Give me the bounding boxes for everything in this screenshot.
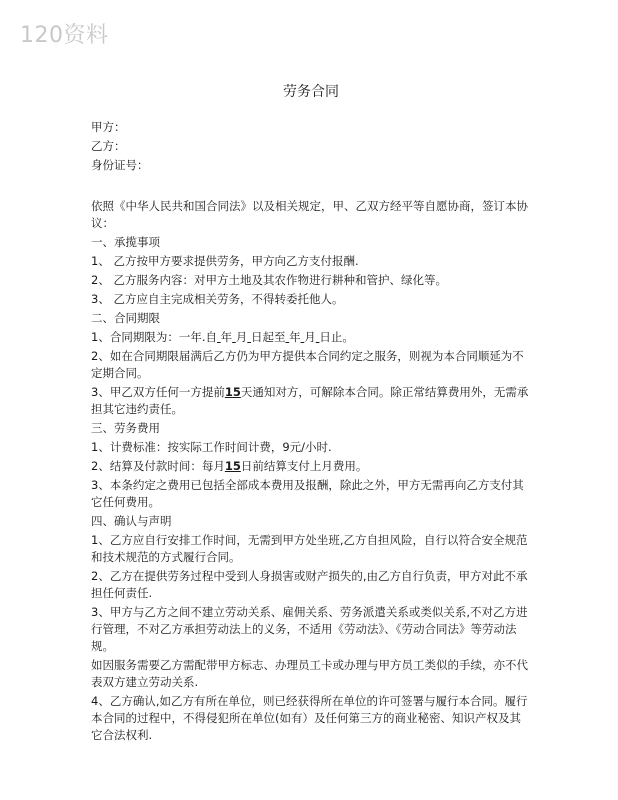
section-1-item-1: 1、 乙方按甲方要求提供劳务，甲方向乙方支付报酬. <box>91 254 359 268</box>
section-2-item-2: 2、如在合同期限届满后乙方仍为甲方提供本合同约定之服务，则视为本合同顺延为不定期合同。 <box>91 349 524 380</box>
section-2-heading: 二、合同期限 <box>91 311 160 325</box>
term-start-day: 日起至 <box>250 330 286 344</box>
section-4-note: 如因服务需要乙方需配带甲方标志、办理员工卡或办理与甲方员工类似的手续，亦不代表双方建立劳动关系. <box>91 658 528 689</box>
term-suffix: 日止。 <box>319 330 354 344</box>
section-1-heading: 一、承揽事项 <box>91 235 160 249</box>
payday-prefix: 2、结算及付款时间：每月 <box>91 459 225 473</box>
section-4-item-1: 1、乙方应自行安排工作时间，无需到甲方处坐班,乙方自担风险，自行以符合安全规范和技术规范的方式履行合同。 <box>91 533 528 564</box>
section-3-item-2 <box>91 458 531 475</box>
section-1-item-3: 3、 乙方应自主完成相关劳务，不得转委托他人。 <box>91 292 344 306</box>
section-4-item-3: 3、甲方与乙方之间不建立劳动关系、雇佣关系、劳务派遣关系或类似关系,不对乙方进行管理，不对乙方承担劳动法上的义务，不适用《劳动法》、《劳动合同法》等劳动法规。 <box>91 605 528 653</box>
notice-prefix: 3、甲乙双方任何一方提前 <box>91 385 225 399</box>
section-1-item-2: 2、 乙方服务内容：对甲方土地及其农作物进行耕种和管护、绿化等。 <box>91 273 447 287</box>
term-year: 年 <box>220 330 233 344</box>
contract-document <box>91 84 531 746</box>
section-2-item-3 <box>91 384 531 418</box>
payday-day: 15 <box>224 459 241 473</box>
party-a-line: 甲方： <box>91 120 126 134</box>
hourly-rate: 9 <box>282 440 290 454</box>
term-month: 月 <box>235 330 248 344</box>
notice-days: 15 <box>224 385 241 399</box>
intro-paragraph: 依照《中华人民共和国合同法》以及相关规定，甲、乙双方经平等自愿协商，签订本协议： <box>91 199 528 230</box>
section-3-heading: 三、劳务费用 <box>91 421 160 435</box>
section-4-heading: 四、确认与声明 <box>91 514 172 528</box>
id-number-line: 身份证号： <box>91 158 149 172</box>
term-year2: 年 <box>289 330 301 344</box>
rate-suffix: 元/小时. <box>289 440 332 454</box>
document-title: 劳务合同 <box>283 84 339 100</box>
watermark-logo: 120资料 <box>20 23 109 48</box>
section-3-item-3: 3、本条约定之费用已包括全部成本费用及报酬，除此之外，甲方无需再向乙方支付其它任何费用。 <box>91 478 524 509</box>
term-prefix: 1、合同期限为：一年.自 <box>91 330 217 344</box>
notice-suffix: 天通知对方，可解除本合同。除正常结算费用外，无需承担其它违约责任。 <box>91 385 529 416</box>
section-3-item-1 <box>91 439 531 456</box>
party-b-line: 乙方： <box>91 139 126 153</box>
rate-prefix: 1、计费标准：按实际工作时间计费， <box>91 440 283 454</box>
section-2-item-1 <box>91 329 531 346</box>
payday-suffix: 日前结算支付上月费用。 <box>240 459 368 473</box>
section-4-item-2: 2、乙方在提供劳务过程中受到人身损害或财产损失的,由乙方自行负责，甲方对此不承担任何责任. <box>91 569 528 600</box>
term-month2: 月 <box>304 330 316 344</box>
section-4-item-4: 4、乙方确认,如乙方有所在单位，则已经获得所在单位的许可签署与履行本合同。履行本合同的过程中，不得侵犯所在单位(如有）及任何第三方的商业秘密、知识产权及其它合法权利. <box>91 694 528 742</box>
